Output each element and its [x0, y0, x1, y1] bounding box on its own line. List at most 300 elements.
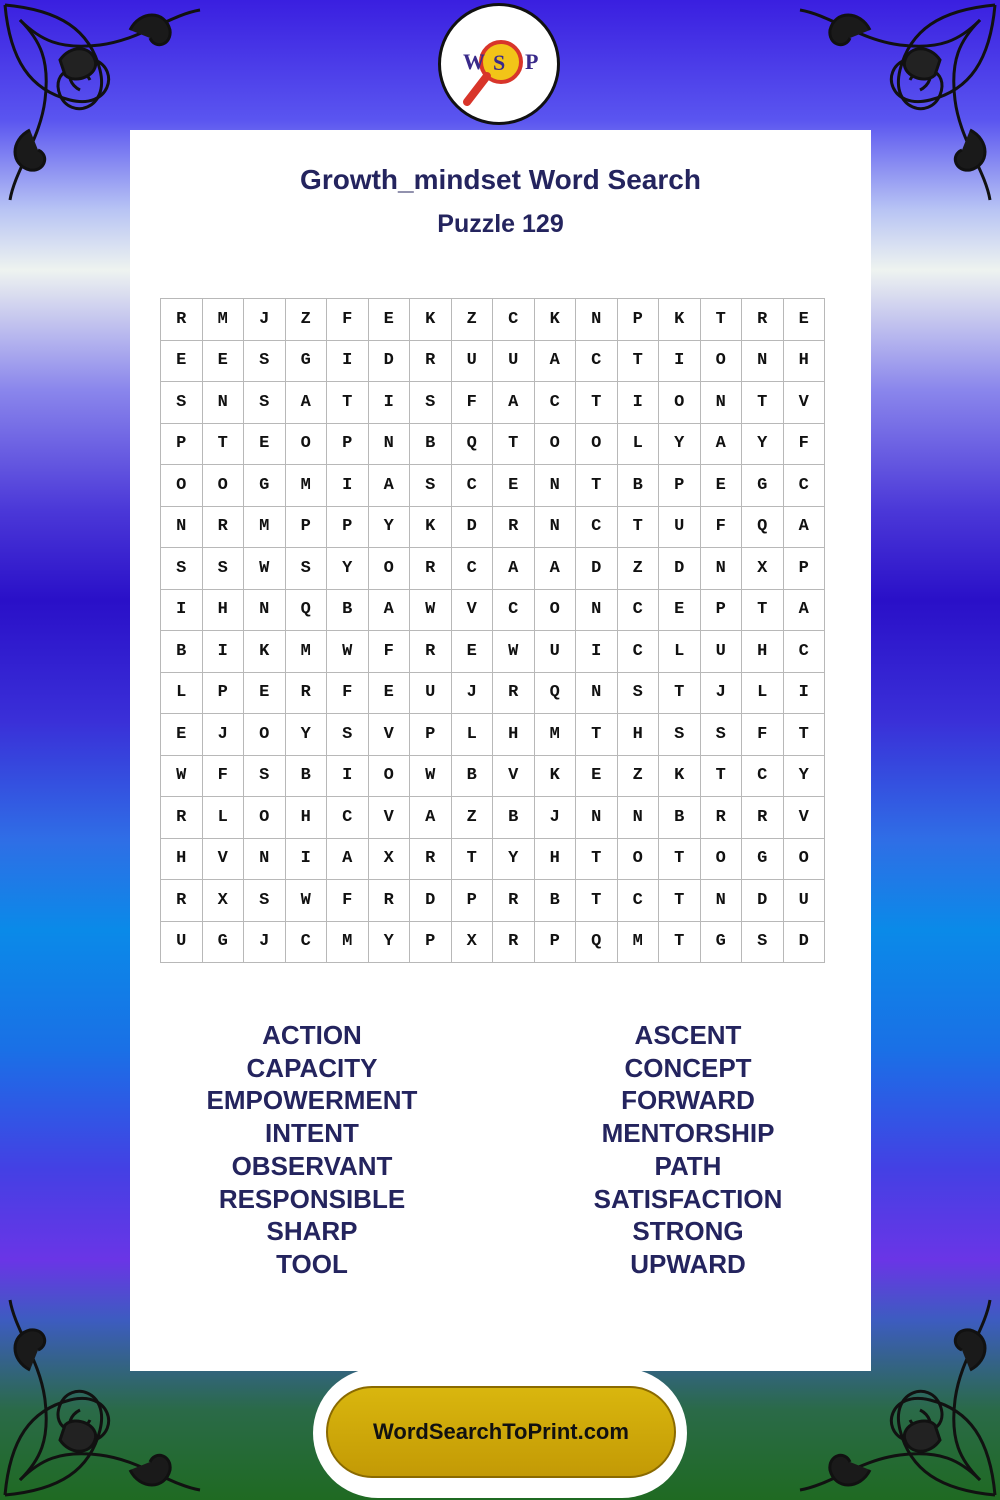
grid-row — [161, 631, 825, 673]
wsp-logo[interactable] — [438, 3, 560, 125]
grid-cell[interactable]: W — [493, 631, 535, 673]
grid-cell[interactable]: C — [742, 755, 784, 797]
grid-cell[interactable]: K — [659, 755, 701, 797]
grid-cell[interactable]: Y — [493, 838, 535, 880]
grid-cell[interactable]: V — [368, 714, 410, 756]
grid-cell[interactable]: D — [410, 880, 452, 922]
puzzle-panel — [130, 130, 871, 1371]
grid-cell[interactable]: K — [534, 755, 576, 797]
grid-row — [161, 423, 825, 465]
grid-cell[interactable]: C — [451, 548, 493, 590]
grid-cell[interactable]: Z — [451, 797, 493, 839]
grid-cell[interactable]: Q — [451, 423, 493, 465]
grid-cell[interactable]: B — [410, 423, 452, 465]
grid-cell[interactable]: H — [493, 714, 535, 756]
grid-cell[interactable]: R — [285, 672, 327, 714]
grid-cell[interactable]: L — [742, 672, 784, 714]
grid-row — [161, 589, 825, 631]
grid-cell[interactable]: E — [161, 340, 203, 382]
grid-cell[interactable]: P — [659, 465, 701, 507]
grid-cell[interactable]: C — [576, 340, 618, 382]
grid-cell[interactable]: I — [285, 838, 327, 880]
grid-cell[interactable]: H — [202, 589, 244, 631]
grid-cell[interactable]: J — [700, 672, 742, 714]
grid-cell[interactable]: T — [576, 714, 618, 756]
grid-cell[interactable]: W — [161, 755, 203, 797]
grid-cell[interactable]: Y — [285, 714, 327, 756]
grid-cell[interactable]: B — [659, 797, 701, 839]
grid-row — [161, 714, 825, 756]
grid-cell[interactable]: S — [202, 548, 244, 590]
grid-cell[interactable]: L — [202, 797, 244, 839]
grid-cell[interactable]: N — [700, 382, 742, 424]
grid-cell[interactable]: O — [244, 797, 286, 839]
grid-cell[interactable]: A — [368, 589, 410, 631]
word-list-right — [538, 1019, 838, 1281]
grid-cell[interactable]: O — [534, 423, 576, 465]
grid-cell[interactable]: W — [410, 755, 452, 797]
grid-cell[interactable]: O — [161, 465, 203, 507]
grid-cell[interactable]: S — [617, 672, 659, 714]
grid-cell[interactable]: S — [244, 755, 286, 797]
grid-cell[interactable]: V — [451, 589, 493, 631]
grid-cell[interactable]: J — [451, 672, 493, 714]
grid-cell[interactable]: D — [576, 548, 618, 590]
grid-cell[interactable]: H — [742, 631, 784, 673]
grid-cell[interactable]: Y — [659, 423, 701, 465]
grid-cell[interactable]: K — [534, 299, 576, 341]
grid-cell[interactable]: O — [244, 714, 286, 756]
word-item: FORWARD — [621, 1085, 755, 1116]
grid-cell[interactable]: Z — [285, 299, 327, 341]
grid-cell[interactable]: T — [202, 423, 244, 465]
word-item: SATISFACTION — [593, 1183, 783, 1214]
grid-cell[interactable]: C — [534, 382, 576, 424]
grid-cell[interactable]: P — [161, 423, 203, 465]
grid-cell[interactable]: T — [451, 838, 493, 880]
grid-cell[interactable]: Z — [451, 299, 493, 341]
grid-cell[interactable]: U — [493, 340, 535, 382]
grid-cell[interactable]: I — [783, 672, 825, 714]
grid-cell[interactable]: C — [617, 880, 659, 922]
grid-cell[interactable]: X — [742, 548, 784, 590]
grid-cell[interactable]: N — [202, 382, 244, 424]
word-item: OBSERVANT — [231, 1150, 393, 1181]
grid-cell[interactable]: C — [617, 631, 659, 673]
grid-cell[interactable]: L — [617, 423, 659, 465]
grid-cell[interactable]: X — [202, 880, 244, 922]
grid-cell[interactable]: E — [161, 714, 203, 756]
grid-cell[interactable]: D — [742, 880, 784, 922]
grid-cell[interactable]: N — [576, 672, 618, 714]
grid-cell[interactable]: A — [493, 548, 535, 590]
grid-row — [161, 672, 825, 714]
grid-cell[interactable]: K — [659, 299, 701, 341]
grid-cell[interactable]: M — [534, 714, 576, 756]
grid-cell[interactable]: U — [410, 672, 452, 714]
grid-cell[interactable]: M — [244, 506, 286, 548]
grid-cell[interactable]: U — [700, 631, 742, 673]
grid-cell[interactable]: D — [659, 548, 701, 590]
grid-cell[interactable]: P — [410, 921, 452, 963]
grid-cell[interactable]: S — [327, 714, 369, 756]
word-item: PATH — [654, 1150, 722, 1181]
grid-cell[interactable]: P — [617, 299, 659, 341]
grid-cell[interactable]: S — [410, 382, 452, 424]
grid-cell[interactable]: V — [783, 797, 825, 839]
grid-cell[interactable]: S — [244, 382, 286, 424]
grid-cell[interactable]: Q — [285, 589, 327, 631]
grid-cell[interactable]: R — [700, 797, 742, 839]
grid-cell[interactable]: Z — [617, 548, 659, 590]
grid-cell[interactable]: W — [410, 589, 452, 631]
word-item: SHARP — [266, 1216, 358, 1247]
letter-grid — [160, 298, 825, 963]
grid-cell[interactable]: H — [161, 838, 203, 880]
grid-cell[interactable]: C — [617, 589, 659, 631]
grid-cell[interactable]: L — [659, 631, 701, 673]
grid-cell[interactable]: D — [451, 506, 493, 548]
grid-cell[interactable]: T — [742, 382, 784, 424]
grid-cell[interactable]: I — [368, 382, 410, 424]
grid-cell[interactable]: U — [534, 631, 576, 673]
grid-cell[interactable]: T — [700, 299, 742, 341]
grid-cell[interactable]: F — [327, 299, 369, 341]
grid-cell[interactable]: I — [617, 382, 659, 424]
word-item: TOOL — [276, 1248, 348, 1279]
website-link-button[interactable]: WordSearchToPrint.com — [326, 1386, 676, 1478]
grid-cell[interactable]: N — [742, 340, 784, 382]
grid-cell[interactable]: T — [659, 838, 701, 880]
grid-cell[interactable]: N — [700, 548, 742, 590]
grid-cell[interactable]: X — [368, 838, 410, 880]
grid-cell[interactable]: T — [617, 506, 659, 548]
grid-cell[interactable]: R — [202, 506, 244, 548]
grid-cell[interactable]: C — [493, 589, 535, 631]
grid-cell[interactable]: O — [202, 465, 244, 507]
grid-cell[interactable]: S — [659, 714, 701, 756]
grid-cell[interactable]: Q — [534, 672, 576, 714]
grid-cell[interactable]: H — [783, 340, 825, 382]
grid-cell[interactable]: G — [742, 838, 784, 880]
grid-cell[interactable]: I — [576, 631, 618, 673]
grid-cell[interactable]: F — [742, 714, 784, 756]
grid-cell[interactable]: Y — [368, 921, 410, 963]
grid-cell[interactable]: T — [659, 921, 701, 963]
grid-cell[interactable]: E — [493, 465, 535, 507]
grid-cell[interactable]: B — [161, 631, 203, 673]
grid-cell[interactable]: F — [451, 382, 493, 424]
grid-cell[interactable]: T — [659, 672, 701, 714]
word-item: MENTORSHIP — [601, 1118, 775, 1149]
grid-cell[interactable]: P — [285, 506, 327, 548]
grid-cell[interactable]: L — [161, 672, 203, 714]
grid-cell[interactable]: O — [617, 838, 659, 880]
grid-cell[interactable]: S — [742, 921, 784, 963]
grid-cell[interactable]: N — [244, 589, 286, 631]
logo-letter: P — [525, 49, 539, 74]
grid-row — [161, 838, 825, 880]
word-item: RESPONSIBLE — [218, 1183, 406, 1214]
grid-cell[interactable]: O — [285, 423, 327, 465]
grid-cell[interactable]: G — [202, 921, 244, 963]
grid-cell[interactable]: W — [244, 548, 286, 590]
grid-cell[interactable]: E — [368, 672, 410, 714]
grid-cell[interactable]: R — [368, 880, 410, 922]
grid-cell[interactable]: B — [493, 797, 535, 839]
grid-cell[interactable]: A — [285, 382, 327, 424]
grid-cell[interactable]: R — [161, 797, 203, 839]
grid-cell[interactable]: B — [451, 755, 493, 797]
word-item: ACTION — [262, 1020, 362, 1050]
grid-cell[interactable]: E — [783, 299, 825, 341]
grid-cell[interactable]: N — [576, 299, 618, 341]
grid-cell[interactable]: T — [327, 382, 369, 424]
grid-cell[interactable]: E — [368, 299, 410, 341]
word-item: EMPOWERMENT — [206, 1085, 418, 1116]
grid-cell[interactable]: T — [576, 838, 618, 880]
grid-cell[interactable]: C — [493, 299, 535, 341]
grid-cell[interactable]: W — [285, 880, 327, 922]
magnifier-icon — [467, 76, 487, 102]
grid-cell[interactable]: H — [617, 714, 659, 756]
grid-cell[interactable]: J — [244, 299, 286, 341]
puzzle-title: Growth_mindset Word Search — [300, 164, 701, 195]
grid-row — [161, 921, 825, 963]
grid-cell[interactable]: C — [783, 465, 825, 507]
grid-cell[interactable]: B — [617, 465, 659, 507]
grid-cell[interactable]: G — [700, 921, 742, 963]
grid-row — [161, 340, 825, 382]
grid-cell[interactable]: A — [368, 465, 410, 507]
grid-row — [161, 548, 825, 590]
grid-cell[interactable]: U — [783, 880, 825, 922]
grid-cell[interactable]: R — [493, 506, 535, 548]
grid-cell[interactable]: R — [410, 838, 452, 880]
grid-cell[interactable]: O — [368, 755, 410, 797]
word-list-left — [162, 1019, 462, 1281]
grid-cell[interactable]: P — [327, 506, 369, 548]
grid-row — [161, 797, 825, 839]
grid-cell[interactable]: B — [534, 880, 576, 922]
grid-cell[interactable]: N — [700, 880, 742, 922]
grid-cell[interactable]: O — [700, 340, 742, 382]
grid-cell[interactable]: P — [202, 672, 244, 714]
grid-cell[interactable]: M — [202, 299, 244, 341]
grid-cell[interactable]: A — [534, 340, 576, 382]
grid-cell[interactable]: T — [617, 340, 659, 382]
grid-cell[interactable]: E — [451, 631, 493, 673]
grid-cell[interactable]: R — [161, 299, 203, 341]
grid-cell[interactable]: G — [244, 465, 286, 507]
word-item: INTENT — [265, 1118, 359, 1149]
grid-cell[interactable]: J — [534, 797, 576, 839]
grid-cell[interactable]: E — [659, 589, 701, 631]
grid-cell[interactable]: Y — [327, 548, 369, 590]
logo-letter: W — [463, 49, 485, 74]
grid-cell[interactable]: S — [285, 548, 327, 590]
grid-cell[interactable]: A — [783, 506, 825, 548]
grid-row — [161, 880, 825, 922]
grid-cell[interactable]: N — [576, 797, 618, 839]
grid-cell[interactable]: X — [451, 921, 493, 963]
grid-cell[interactable]: I — [327, 755, 369, 797]
grid-cell[interactable]: R — [493, 672, 535, 714]
grid-cell[interactable]: R — [742, 299, 784, 341]
grid-cell[interactable]: O — [534, 589, 576, 631]
grid-cell[interactable]: L — [451, 714, 493, 756]
grid-cell[interactable]: P — [410, 714, 452, 756]
grid-cell[interactable]: H — [534, 838, 576, 880]
grid-cell[interactable]: F — [783, 423, 825, 465]
grid-cell[interactable]: C — [576, 506, 618, 548]
grid-cell[interactable]: E — [700, 465, 742, 507]
grid-cell[interactable]: Y — [368, 506, 410, 548]
grid-cell[interactable]: E — [576, 755, 618, 797]
grid-cell[interactable]: V — [493, 755, 535, 797]
grid-cell[interactable]: Y — [742, 423, 784, 465]
grid-cell[interactable]: Q — [576, 921, 618, 963]
grid-cell[interactable]: P — [700, 589, 742, 631]
grid-cell[interactable]: K — [244, 631, 286, 673]
grid-cell[interactable]: D — [368, 340, 410, 382]
grid-cell[interactable]: N — [617, 797, 659, 839]
grid-cell[interactable]: J — [244, 921, 286, 963]
grid-cell[interactable]: Y — [783, 755, 825, 797]
grid-cell[interactable]: F — [327, 672, 369, 714]
grid-cell[interactable]: A — [410, 797, 452, 839]
grid-cell[interactable]: O — [659, 382, 701, 424]
grid-cell[interactable]: C — [783, 631, 825, 673]
grid-cell[interactable]: N — [534, 506, 576, 548]
grid-cell[interactable]: D — [783, 921, 825, 963]
grid-cell[interactable]: O — [576, 423, 618, 465]
grid-cell[interactable]: I — [327, 340, 369, 382]
grid-cell[interactable]: O — [783, 838, 825, 880]
grid-cell[interactable]: T — [576, 465, 618, 507]
grid-cell[interactable]: A — [700, 423, 742, 465]
grid-cell[interactable]: T — [493, 423, 535, 465]
grid-row — [161, 506, 825, 548]
grid-cell[interactable]: G — [285, 340, 327, 382]
grid-cell[interactable]: P — [327, 423, 369, 465]
grid-cell[interactable]: K — [410, 506, 452, 548]
grid-cell[interactable]: T — [576, 382, 618, 424]
grid-cell[interactable]: T — [783, 714, 825, 756]
grid-cell[interactable]: S — [244, 340, 286, 382]
grid-cell[interactable]: V — [202, 838, 244, 880]
word-item: ASCENT — [634, 1020, 742, 1050]
grid-cell[interactable]: R — [493, 921, 535, 963]
grid-cell[interactable]: F — [368, 631, 410, 673]
grid-cell[interactable]: C — [285, 921, 327, 963]
grid-cell[interactable]: S — [410, 465, 452, 507]
grid-cell[interactable]: T — [742, 589, 784, 631]
grid-cell[interactable]: R — [410, 340, 452, 382]
grid-cell[interactable]: I — [161, 589, 203, 631]
grid-cell[interactable]: F — [202, 755, 244, 797]
grid-cell[interactable]: J — [202, 714, 244, 756]
word-item: CONCEPT — [624, 1052, 752, 1083]
puzzle-number: Puzzle 129 — [437, 210, 564, 238]
grid-cell[interactable]: V — [368, 797, 410, 839]
grid-cell[interactable]: V — [783, 382, 825, 424]
grid-cell[interactable]: B — [327, 589, 369, 631]
word-item: STRONG — [632, 1216, 744, 1247]
grid-cell[interactable]: P — [451, 880, 493, 922]
grid-cell[interactable]: A — [783, 589, 825, 631]
grid-cell[interactable]: U — [161, 921, 203, 963]
grid-cell[interactable]: K — [410, 299, 452, 341]
grid-cell[interactable]: R — [410, 631, 452, 673]
grid-row — [161, 299, 825, 341]
grid-cell[interactable]: R — [493, 880, 535, 922]
grid-cell[interactable]: A — [493, 382, 535, 424]
grid-cell[interactable]: W — [327, 631, 369, 673]
grid-cell[interactable]: N — [576, 589, 618, 631]
grid-cell[interactable]: O — [700, 838, 742, 880]
grid-cell[interactable]: N — [161, 506, 203, 548]
grid-cell[interactable]: M — [617, 921, 659, 963]
grid-cell[interactable]: Q — [742, 506, 784, 548]
grid-cell[interactable]: N — [244, 838, 286, 880]
grid-cell[interactable]: M — [285, 631, 327, 673]
grid-cell[interactable]: P — [783, 548, 825, 590]
grid-cell[interactable]: F — [700, 506, 742, 548]
grid-cell[interactable]: F — [327, 880, 369, 922]
grid-cell[interactable]: H — [285, 797, 327, 839]
grid-cell[interactable]: U — [451, 340, 493, 382]
grid-cell[interactable]: E — [244, 423, 286, 465]
grid-cell[interactable]: S — [700, 714, 742, 756]
grid-cell[interactable]: S — [161, 548, 203, 590]
grid-cell[interactable]: P — [534, 921, 576, 963]
grid-cell[interactable]: I — [202, 631, 244, 673]
grid-cell[interactable]: E — [244, 672, 286, 714]
grid-cell[interactable]: N — [368, 423, 410, 465]
grid-cell[interactable]: C — [451, 465, 493, 507]
word-item: CAPACITY — [246, 1052, 378, 1083]
grid-cell[interactable]: T — [576, 880, 618, 922]
grid-cell[interactable]: M — [327, 921, 369, 963]
logo-letter: S — [493, 50, 506, 75]
grid-cell[interactable]: B — [285, 755, 327, 797]
grid-row — [161, 755, 825, 797]
grid-cell[interactable]: O — [368, 548, 410, 590]
grid-cell[interactable]: R — [742, 797, 784, 839]
grid-cell[interactable]: A — [534, 548, 576, 590]
grid-cell[interactable]: E — [202, 340, 244, 382]
grid-cell[interactable]: R — [410, 548, 452, 590]
grid-cell[interactable]: R — [161, 880, 203, 922]
grid-row — [161, 382, 825, 424]
grid-cell[interactable]: T — [700, 755, 742, 797]
grid-cell[interactable]: S — [161, 382, 203, 424]
grid-cell[interactable]: I — [659, 340, 701, 382]
grid-cell[interactable]: N — [534, 465, 576, 507]
grid-cell[interactable]: S — [244, 880, 286, 922]
grid-cell[interactable]: T — [659, 880, 701, 922]
grid-cell[interactable]: M — [285, 465, 327, 507]
grid-cell[interactable]: C — [327, 797, 369, 839]
grid-cell[interactable]: G — [742, 465, 784, 507]
word-item: UPWARD — [630, 1248, 746, 1279]
grid-cell[interactable]: U — [659, 506, 701, 548]
grid-cell[interactable]: I — [327, 465, 369, 507]
grid-cell[interactable]: Z — [617, 755, 659, 797]
grid-row — [161, 465, 825, 507]
grid-cell[interactable]: A — [327, 838, 369, 880]
